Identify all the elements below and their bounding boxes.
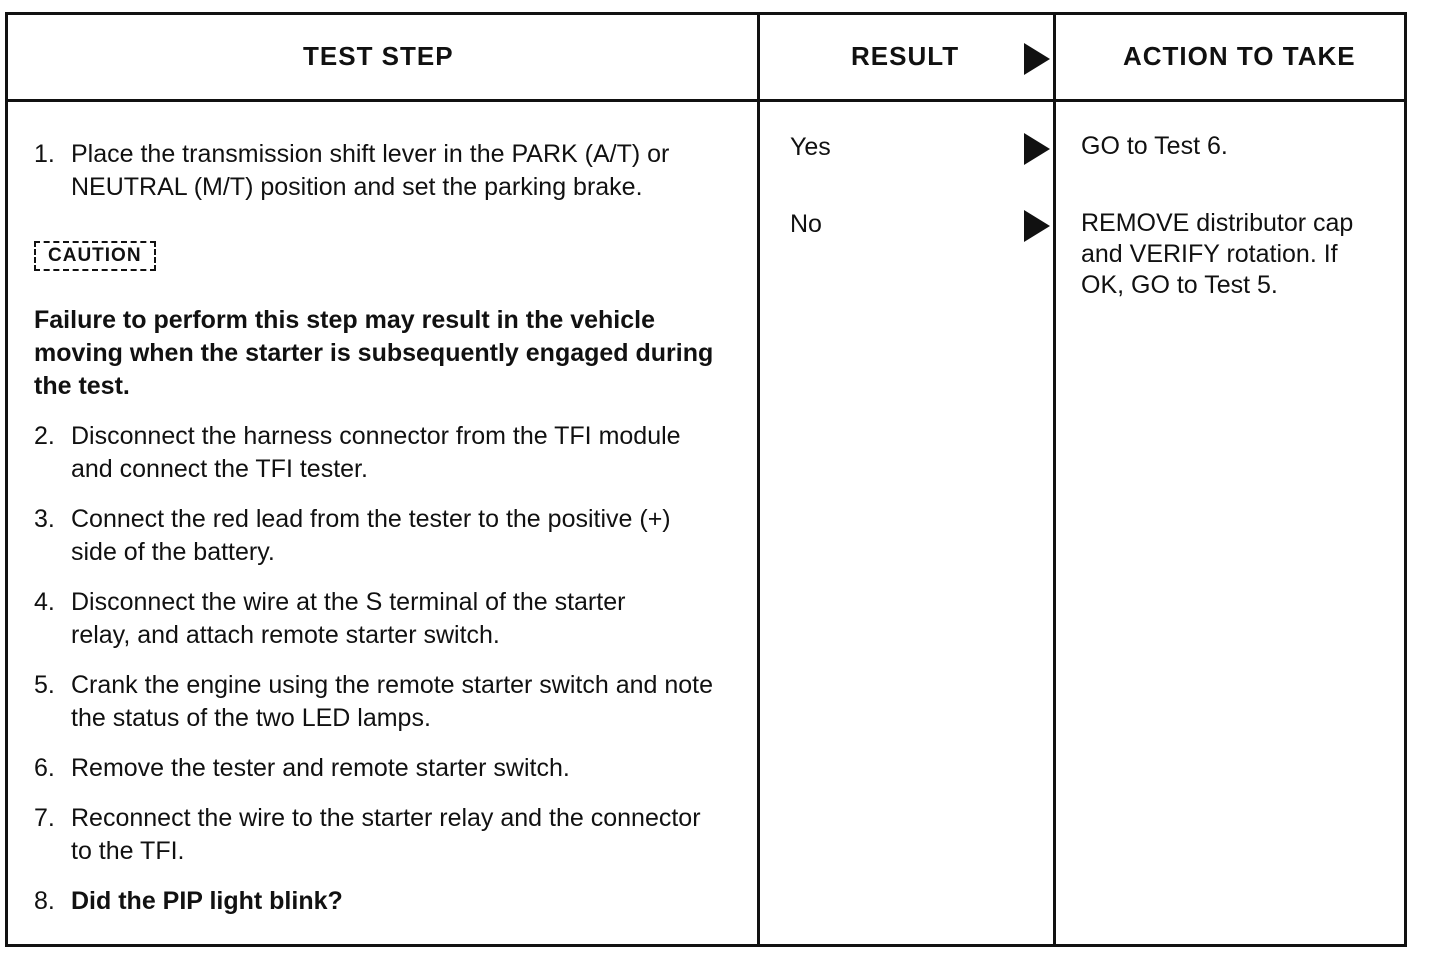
step-number: 2. [34,422,55,450]
test-step-table [5,12,1407,947]
step-number: 6. [34,754,55,782]
header-action: ACTION TO TAKE [1123,41,1356,71]
step-number: 7. [34,804,55,832]
step-3 [34,503,734,569]
step-7 [34,802,734,868]
step-text: Did the PIP light blink? [71,887,343,915]
step-number: 3. [34,505,55,533]
step-1 [34,138,734,204]
step-text: Connect the red lead from the tester to the positive (+) side of the battery. [71,505,671,566]
column-divider-result [757,15,760,944]
step-4 [34,586,734,652]
header-test-step: TEST STEP [303,41,454,71]
result-yes-arrow-icon [1024,133,1050,165]
step-number: 4. [34,588,55,616]
step-number: 1. [34,140,55,168]
step-number: 5. [34,671,55,699]
step-text: Crank the engine using the remote starter switch and note the status of the two LED lamps. [71,671,714,732]
action-yes: GO to Test 6. [1081,132,1228,160]
header-result: RESULT [851,41,960,71]
caution-text: Failure to perform this step may result in the vehicle moving when the starter is subsequently engaged during the test. [34,306,714,400]
header-arrow-icon [1024,43,1050,75]
result-no-arrow-icon [1024,210,1050,242]
result-yes: Yes [790,133,831,161]
action-no: REMOVE distributor cap and VERIFY rotation. If OK, GO to Test 5. [1081,209,1354,299]
step-text: Remove the tester and remote starter switch. [71,754,570,782]
result-no: No [790,210,822,238]
caution-badge: CAUTION [34,241,156,271]
step-8 [34,885,734,918]
step-6 [34,752,734,785]
step-text: Reconnect the wire to the starter relay and the connector to the TFI. [71,804,701,865]
step-number: 8. [34,887,55,915]
header-divider [8,99,1404,102]
step-text: Disconnect the harness connector from the TFI module and connect the TFI tester. [71,422,681,483]
step-text: Place the transmission shift lever in the PARK (A/T) or NEUTRAL (M/T) position and set the parking brake. [71,140,670,201]
step-text: Disconnect the wire at the S terminal of the starter relay, and attach remote starter switch. [71,588,626,649]
column-divider-action [1053,15,1056,944]
step-5 [34,669,734,735]
step-2 [34,420,734,486]
